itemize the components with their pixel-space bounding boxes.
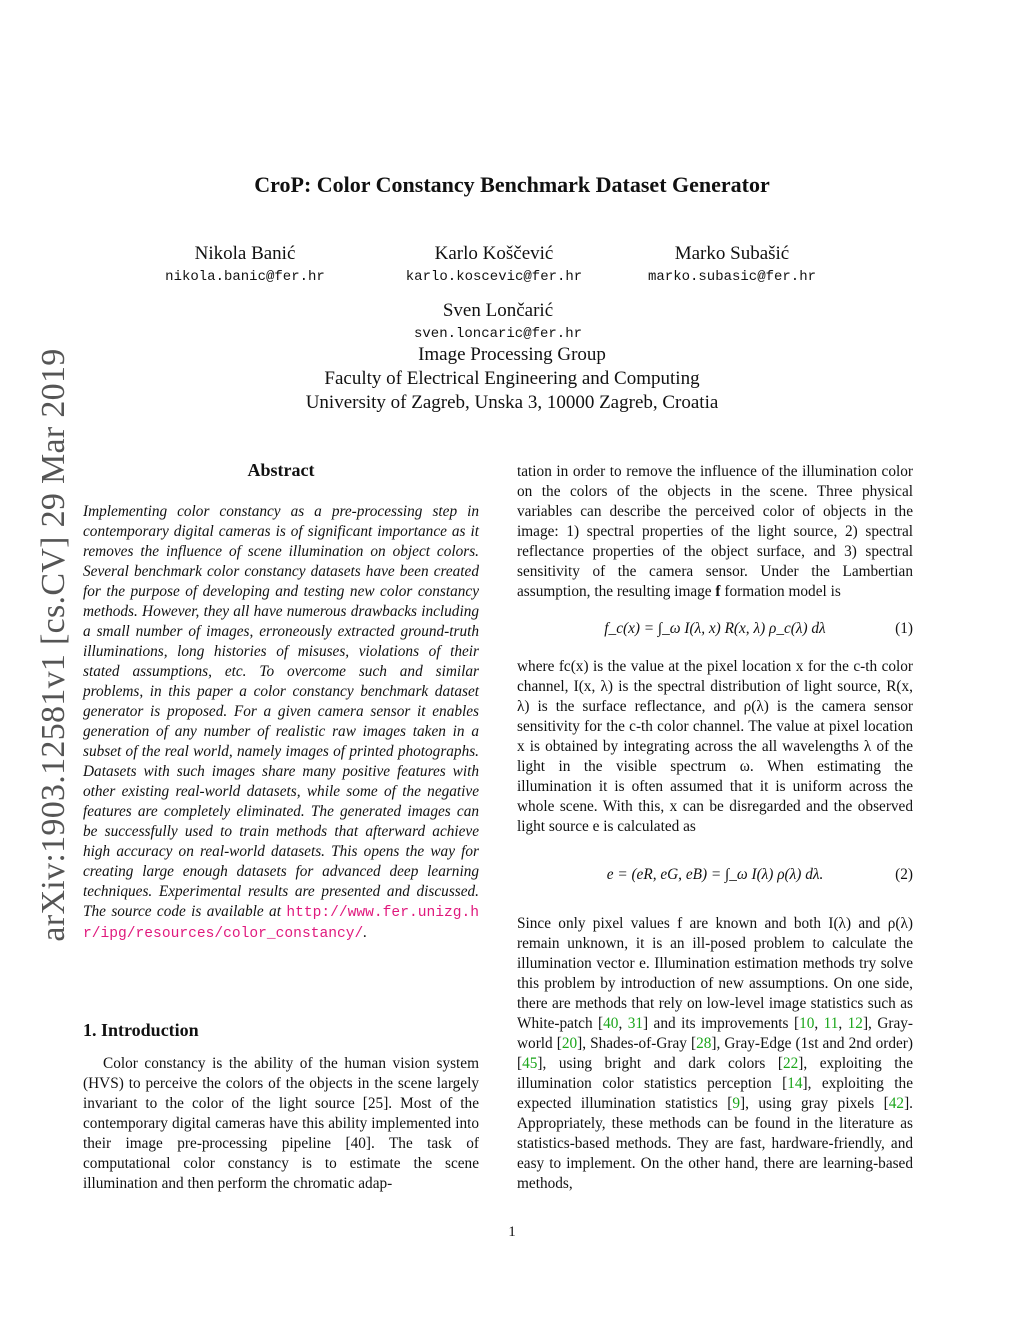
- paragraph-text: ], exploiting the expected illumination statistics [: [517, 1075, 913, 1112]
- abstract-heading: Abstract: [247, 460, 315, 480]
- paragraph-text: ], exploiting the illumination color statistics perception [: [517, 1055, 913, 1092]
- author-email[interactable]: marko.subasic@fer.hr: [647, 269, 817, 285]
- math-variable: f: [715, 583, 721, 600]
- author-email[interactable]: sven.loncaric@fer.hr: [413, 326, 583, 342]
- equation-1: [517, 610, 913, 654]
- affiliation-line: Image Processing Group: [418, 344, 606, 365]
- affiliation-line: Faculty of Electrical Engineering and Computing: [324, 368, 700, 389]
- right-column-paragraph-3: Since only pixel values f are known and both I(λ) and ρ(λ) remain unknown, it is an ill-posed problem to calculate the illumination vector e. Illumination estimation methods try solve this problem by introduction of new assumptions. On one side, there are methods that rely on low-level image statistics such as White-patch [40, 31] and its improvements [10, 11, 12], Gray-world [20], Shades-of-Gray [28], Gray-Edge (1st and 2nd order) [45], using bright and dark colors [22], exploiting the illumination color statistics perception [14], exploiting the expected illumination statistics [9], using gray pixels [42]. Appropriately, these methods can be found in the literature as statistics-based methods. They are fast, hardware-friendly, and easy to implement. On the other hand, there are learning-based methods,: [517, 915, 913, 1192]
- author-email[interactable]: nikola.banic@fer.hr: [165, 269, 325, 285]
- section-heading-introduction: 1. Introduction: [83, 1020, 199, 1040]
- author-block: [368, 299, 628, 345]
- introduction-body: [83, 1054, 479, 1194]
- citation-link[interactable]: 10: [799, 1015, 815, 1032]
- author-block: [602, 242, 862, 288]
- equation-number: (1): [895, 620, 913, 637]
- citation-link[interactable]: 42: [888, 1095, 905, 1112]
- paragraph-text: ]. Appropriately, these methods can be found in the literature as statistics-based methods. They are fast, hardware-friendly, and easy to implement. On the other hand, there are learning-based methods,: [517, 1095, 913, 1192]
- author-name: Nikola Banić: [194, 243, 296, 264]
- citation-link[interactable]: 31: [627, 1015, 644, 1032]
- affiliation: [0, 343, 1024, 415]
- paragraph-text: Since only pixel values f are known and both I(λ) and ρ(λ) remain unknown, it is an ill-posed problem to calculate the illumination vector e. Illumination estimation methods try solve this problem by introduction of new assumptions. On one side, there are methods that rely on low-level image statistics such as White-patch [: [517, 915, 913, 1032]
- arxiv-identifier: arXiv:1903.12581v1 [cs.CV] 29 Mar 2019: [35, 348, 72, 942]
- paragraph: Color constancy is the ability of the human vision system (HVS) to perceive the colors of the objects in the scene largely invariant to the color of the light source [25]. Most of the contemporary digital cameras have this ability implemented into their image pre-processing pipeline [40]. The task of computational color constancy is to estimate the scene illumination and then perform the chromatic adap-: [83, 1055, 479, 1192]
- citation-link[interactable]: 45: [522, 1055, 538, 1072]
- equation-expression: e = (eR, eG, eB) = ∫_ω I(λ) ρ(λ) dλ.: [606, 866, 824, 883]
- author-block: [115, 242, 375, 288]
- author-name: Karlo Koščević: [434, 243, 554, 264]
- source-code-link[interactable]: http://www.fer.unizg.hr/ipg/resources/color_constancy/: [83, 905, 480, 942]
- paragraph-text: ] and its improvements [: [643, 1015, 800, 1032]
- equation-expression: f_c(x) = ∫_ω I(λ, x) R(x, λ) ρ_c(λ) dλ: [604, 620, 826, 637]
- author-block: [364, 242, 624, 288]
- author-email[interactable]: karlo.koscevic@fer.hr: [405, 269, 583, 285]
- right-column-paragraph-1: [517, 462, 913, 602]
- equation-number: (2): [895, 866, 913, 883]
- paragraph-text: formation model is: [724, 583, 841, 600]
- paragraph: where fc(x) is the value at the pixel location x for the c-th color channel, I(x, λ) is the spectral distribution of light source, R(x, λ) is the surface reflectance, and ρ(λ) is the camera sensor sensitivity for the c-th color channel. The value at pixel location x is obtained by integrating across the all wavelengths λ of the light in the visible spectrum ω. When estimating the illumination it is often assumed that it is uniform across the whole scene. With this, x can be disregarded and the observed light source e is calculated as: [517, 658, 913, 835]
- citation-link[interactable]: 20: [561, 1035, 578, 1052]
- citation-link[interactable]: 11: [823, 1015, 839, 1032]
- citation-link[interactable]: 40: [603, 1015, 619, 1032]
- affiliation-line: University of Zagreb, Unska 3, 10000 Zagreb, Croatia: [305, 392, 719, 413]
- citation-link[interactable]: 28: [696, 1035, 712, 1052]
- abstract-text: Implementing color constancy as a pre-processing step in contemporary digital cameras is of significant importance as it removes the influence of scene illumination on object colors. Several benchmark color constancy datasets have been created for the purpose of developing and testing new color constancy methods. However, they all have numerous drawbacks including a small number of images, erroneously extracted ground-truth illuminations, long histories of misuses, violations of their stated assumptions, etc. To overcome such and similar problems, in this paper a color constancy benchmark dataset generator is proposed. For a given camera sensor it enables generation of any number of realistic raw images taken in a subset of the real world, namely images of printed photographs. Datasets with such images share many positive features with other existing real-world datasets, while some of the negative features are completely eliminated. The generated images can be successfully used to train methods that afterward achieve high accuracy on real-world datasets. This opens the way for creating large enough datasets for advanced deep learning techniques. Experimental results are presented and discussed. The source code is available at: [83, 503, 479, 920]
- equation-2: [517, 842, 913, 908]
- abstract-body: [83, 502, 479, 944]
- abstract-end: .: [363, 924, 368, 941]
- paragraph-text: ], using gray pixels [: [740, 1095, 889, 1112]
- author-name: Marko Subašić: [674, 243, 790, 264]
- paragraph-text: ], Gray-Edge (1st and 2nd order) [: [517, 1035, 913, 1072]
- paragraph-text: ], Gray-world [: [517, 1015, 913, 1052]
- citation-link[interactable]: 22: [782, 1055, 799, 1072]
- paragraph-text: tation in order to remove the influence of the illumination color on the colors of the objects in the scene. Three physical variables can describe the perceived color of objects in the image: 1) spectral properties of the light source, 2) spectral reflectance properties of the object surface, and 3) spectral sensitivity of the camera sensor. Under the Lambertian assumption, the resulting image: [517, 463, 913, 600]
- page-number: 1: [508, 1224, 516, 1240]
- right-column-paragraph-2: [517, 657, 913, 837]
- author-name: Sven Lončarić: [442, 300, 554, 321]
- paragraph-text: ], Shades-of-Gray [: [577, 1035, 697, 1052]
- citation-link[interactable]: 14: [787, 1075, 803, 1092]
- paragraph-text: ], using bright and dark colors [: [537, 1055, 783, 1072]
- citation-link[interactable]: 9: [732, 1095, 740, 1112]
- paper-title: CroP: Color Constancy Benchmark Dataset Generator: [254, 172, 770, 197]
- citation-link[interactable]: 12: [847, 1015, 863, 1032]
